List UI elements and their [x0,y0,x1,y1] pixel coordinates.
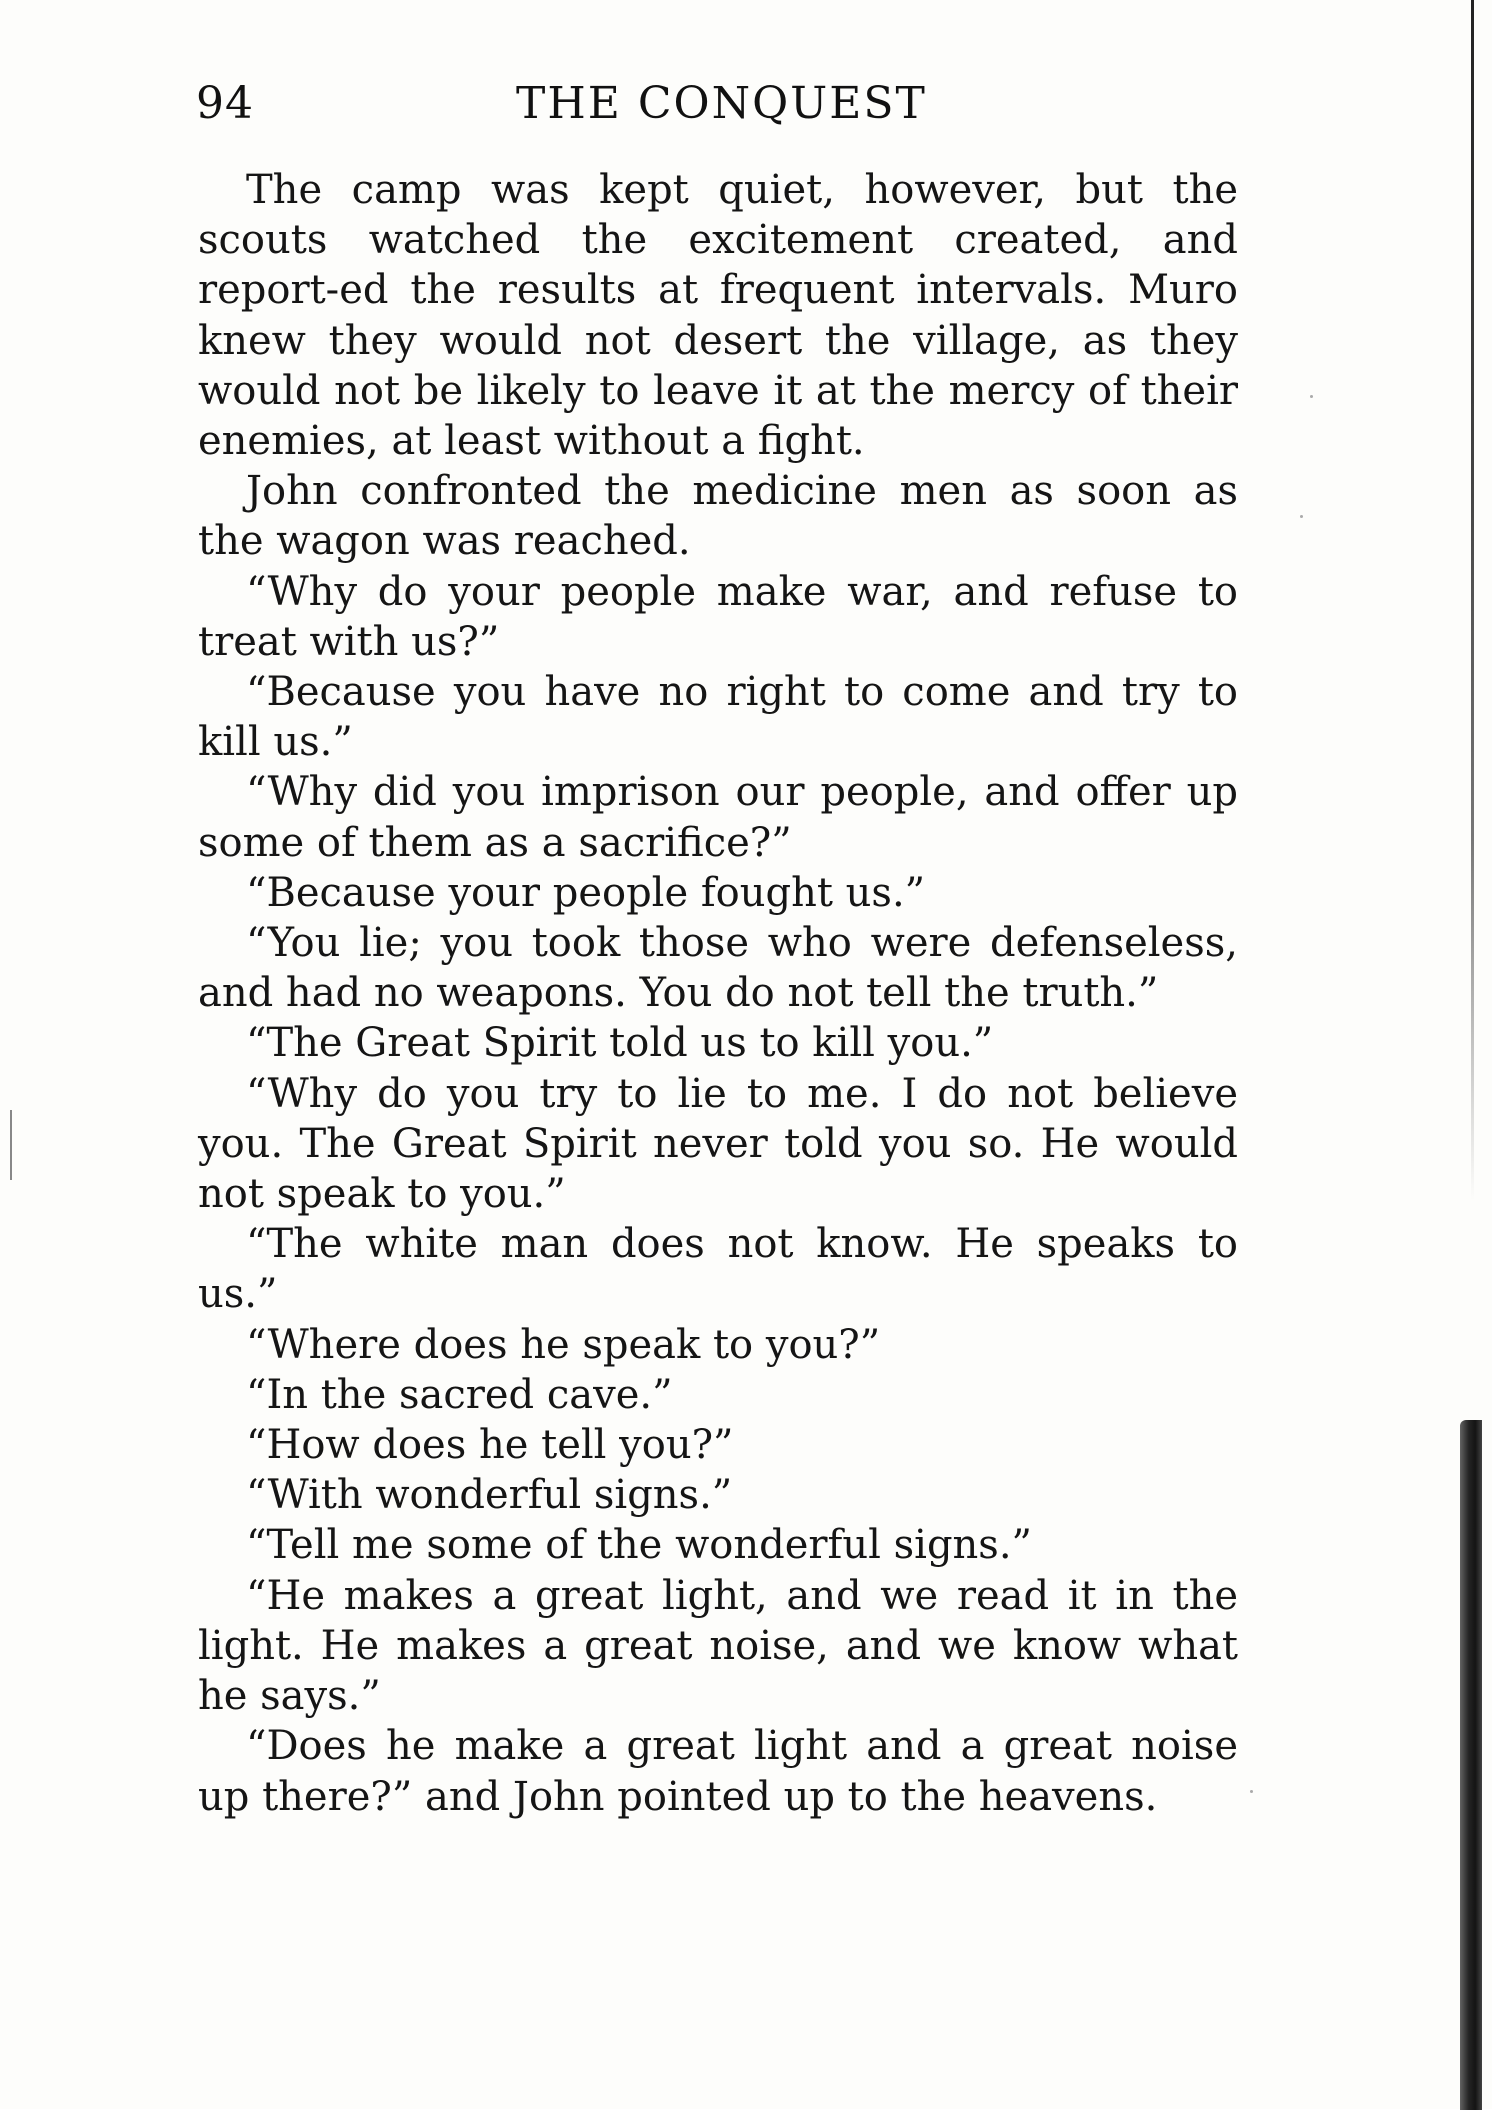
running-title: THE CONQUEST [516,78,927,129]
scan-speck [1300,515,1303,518]
scan-mark [10,1110,12,1180]
paragraph: John confronted the medicine men as soon as the wagon was reached. [198,468,1238,565]
binding-shadow [1460,1420,1482,2110]
paragraph: “Because you have no right to come and try to kill us.” [198,669,1238,766]
paragraph: The camp was kept quiet, however, but the scouts watched the excitement created, and report-ed the results at frequent intervals. Muro knew they would not desert the village, as they would not be likely to leave it at the mercy of their enemies, at least without a fight. [198,167,1238,465]
paragraph: “The Great Spirit told us to kill you.” [246,1020,994,1067]
paragraph: “In the sacred cave.” [246,1371,673,1418]
paragraph: “How does he tell you?” [246,1422,734,1469]
paragraph: “With wonderful signs.” [246,1472,733,1519]
paragraph: “Why did you imprison our people, and offer up some of them as a sacrifice?” [198,769,1238,866]
paragraph: “Does he make a great light and a great noise up there?” and John pointed up to the heavens. [198,1723,1238,1820]
scan-speck [1310,395,1313,398]
paragraph: “You lie; you took those who were defenseless, and had no weapons. You do not tell the truth.” [198,920,1238,1017]
paragraph: “He makes a great light, and we read it in the light. He makes a great noise, and we know what he says.” [198,1572,1238,1720]
body-text [198,165,1238,1822]
paragraph: “Where does he speak to you?” [246,1321,881,1368]
paragraph: “Why do you try to lie to me. I do not believe you. The Great Spirit never told you so. He would not speak to you.” [198,1070,1238,1218]
scan-speck [1250,1790,1253,1793]
binding-edge-line [1471,0,1474,1200]
page-number: 94 [196,78,254,129]
paragraph: “Why do your people make war, and refuse to treat with us?” [198,568,1238,665]
paragraph: “Because your people fought us.” [246,869,926,916]
paragraph: “The white man does not know. He speaks to us.” [198,1221,1238,1318]
paragraph: “Tell me some of the wonderful signs.” [246,1522,1032,1569]
page-header [196,78,1241,138]
